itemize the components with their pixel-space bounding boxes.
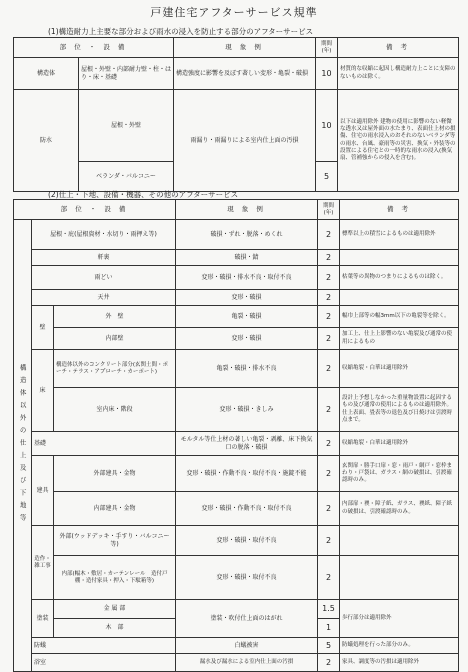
section1-header-row xyxy=(14,38,459,58)
part-cell: 内部建具・金物 xyxy=(54,492,176,526)
part-cell: 内部(幅木・敷居・カーテンレール 造付戸棚・造付家具・押入・下駄箱等) xyxy=(54,556,176,600)
notes-cell xyxy=(340,250,459,266)
table-row xyxy=(14,600,459,619)
notes-cell: 収縮亀裂・白華は適用除外 xyxy=(340,432,459,456)
part-cell: 屋根・庇(屋根資材・水切り・雨押え等) xyxy=(32,220,176,250)
period-cell: 2 xyxy=(318,266,340,290)
table-row xyxy=(14,388,459,432)
period-cell: 5 xyxy=(316,162,338,192)
header-notes: 備 考 xyxy=(338,38,459,58)
table-row xyxy=(14,432,459,456)
part-cell: 雨どい xyxy=(32,266,176,290)
part-cell: 室内床・階段 xyxy=(54,388,176,432)
period-cell: 2 xyxy=(318,654,340,672)
table-row xyxy=(14,90,459,162)
notes-cell: 設計上予想しなかった重量物設置に起因するもの及び通常の使用によるものは適用除外。仕上表面、畳表等の退色及び日焼けは引渡時点まで。 xyxy=(340,388,459,432)
notes-cell: 材質的な収縮に起因し構造耐力上ことに支障のないものは除く。 xyxy=(338,58,459,90)
period-cell: 2 xyxy=(318,290,340,306)
phenomenon-cell: 塗装・吹付仕上面のはがれ xyxy=(176,600,318,638)
table-row xyxy=(14,328,459,350)
period-cell: 2 xyxy=(318,556,340,600)
phenomenon-cell: 雨漏り・雨漏りによる室内仕上面の汚損 xyxy=(174,90,316,192)
notes-cell: 内部扉・襖・障子紙、ガラス、襖紙、障子紙の破損は、引渡確認時のみ。 xyxy=(340,492,459,526)
group-fittings: 建具 xyxy=(32,456,54,526)
header-period: 期間(年) xyxy=(316,38,338,58)
header-phenomenon: 現 象 例 xyxy=(176,200,318,220)
category-waterproof: 防水 xyxy=(14,90,79,192)
part-cell: 外 壁 xyxy=(54,306,176,328)
period-cell: 2 xyxy=(318,250,340,266)
part-cell: 構造体以外のコンクリート部分(玄関土間・ポーチ・テラス・アプローチ・カーポート) xyxy=(54,350,176,388)
period-cell: 2 xyxy=(318,492,340,526)
notes-cell: 以下は適用除外 建物の使用に影響のない軽微な透水又は屋外面の水たまり、表面仕上材の損傷、住宅の雨水浸入のおそれのないベランダ等の雨水、台風、豪雨等の災害、換気・外装等の設置による住宅との一時的な雨水の浸入(換気扇、管補強からの侵入を含む)。 xyxy=(338,90,459,192)
phenomenon-cell: 構造強度に影響を及ぼす著しい変形・亀裂・破損 xyxy=(174,58,316,90)
notes-cell: 防蟻処理を行った部分のみ。 xyxy=(340,638,459,654)
table-row xyxy=(14,220,459,250)
vertical-category-label: 構造体以外の仕上及び下地等 xyxy=(14,220,32,672)
table-row xyxy=(14,290,459,306)
header-phenomenon: 現 象 例 xyxy=(174,38,316,58)
part-cell: 内部壁 xyxy=(54,328,176,350)
table-row xyxy=(14,492,459,526)
section2-header-row xyxy=(14,200,459,220)
table-row xyxy=(14,250,459,266)
period-cell: 2 xyxy=(318,526,340,556)
phenomenon-cell: 変形・破損・きしみ xyxy=(176,388,318,432)
notes-cell: 収縮亀裂・白華は適用除外 xyxy=(340,350,459,388)
notes-cell xyxy=(340,526,459,556)
period-cell: 2 xyxy=(318,328,340,350)
section2-heading: (2)仕上・下地、設備・機器、その他のアフターサービス xyxy=(48,190,239,199)
notes-cell: 加工上、仕上上影響のない亀裂及び通常の使用によるもの xyxy=(340,328,459,350)
period-cell: 2 xyxy=(318,350,340,388)
notes-cell xyxy=(340,290,459,306)
phenomenon-cell: 変形・破損・取付不良 xyxy=(176,556,318,600)
header-period: 期間(年) xyxy=(318,200,340,220)
group-wall: 壁 xyxy=(32,306,54,350)
notes-cell: 家具、調度等の汚損は適用除外 xyxy=(340,654,459,672)
part-cell: 外部(ウッドデッキ・手すり・バルコニー等) xyxy=(54,526,176,556)
category-bath: 浴室 xyxy=(32,654,176,672)
header-notes: 備 考 xyxy=(340,200,459,220)
part-cell: 天井 xyxy=(32,290,176,306)
document-title: 戸建住宅アフターサービス規準 xyxy=(150,6,318,19)
part-cell: 木 部 xyxy=(54,619,176,638)
period-cell: 1 xyxy=(318,619,340,638)
part-cell: 外部建具・金物 xyxy=(54,456,176,492)
period-cell: 2 xyxy=(318,388,340,432)
period-cell: 1.5 xyxy=(318,600,340,619)
phenomenon-cell: 変形・破損 xyxy=(176,290,318,306)
phenomenon-cell: 漏水及び漏水による室内仕上面の汚損 xyxy=(176,654,318,672)
group-paint: 塗装 xyxy=(32,600,54,638)
phenomenon-cell: 破損・錆 xyxy=(176,250,318,266)
table-row xyxy=(14,58,459,90)
phenomenon-cell: モルタル等仕上材の著しい亀裂・剥離、床下換気口の脱落・破損 xyxy=(176,432,318,456)
category-termite: 防蟻 xyxy=(32,638,176,654)
group-floor: 床 xyxy=(32,350,54,432)
phenomenon-cell: 亀裂・破損 xyxy=(176,306,318,328)
notes-cell: 幅巾上部等の幅3mm以下の亀裂等を除く。 xyxy=(340,306,459,328)
period-cell: 2 xyxy=(318,220,340,250)
section1-heading: (1)構造耐力上主要な部分および雨水の浸入を防止する部分のアフターサービス xyxy=(48,27,314,36)
part-cell: 屋根・外壁 xyxy=(79,90,174,162)
table-row xyxy=(14,526,459,556)
header-part: 部 位 ・ 設 備 xyxy=(14,200,176,220)
table-row xyxy=(14,654,459,672)
period-cell: 2 xyxy=(318,432,340,456)
phenomenon-cell: 破損・ずれ・脱落・めくれ xyxy=(176,220,318,250)
phenomenon-cell: 変形・破損・作動不良・取付不良 xyxy=(176,492,318,526)
table-row xyxy=(14,266,459,290)
notes-cell: 枯葉等の異物のつまりによるものは除く。 xyxy=(340,266,459,290)
group-construction: 造作・雑工事 xyxy=(32,526,54,600)
phenomenon-cell: 変形・破損・作動不良・取付不良・施錠不能 xyxy=(176,456,318,492)
part-cell: ベランダ・バルコニー xyxy=(79,162,174,192)
phenomenon-cell: 亀裂・破損・排水不良 xyxy=(176,350,318,388)
category-foundation: 基礎 xyxy=(32,432,176,456)
table-row xyxy=(14,350,459,388)
part-cell: 金 属 部 xyxy=(54,600,176,619)
table-row xyxy=(14,306,459,328)
notes-cell: 標準以上の積雪によるものは適用除外 xyxy=(340,220,459,250)
notes-cell: 玄関扉・勝手口扉・窓・雨戸・網戸・窓枠まわり・戸袋は、ガラス・網の破損は、引渡確認時のみ。 xyxy=(340,456,459,492)
part-cell: 屋根・外壁・内部耐力壁・柱・はり・床・基礎 xyxy=(79,58,174,90)
table-row xyxy=(14,456,459,492)
table-row xyxy=(14,556,459,600)
header-part: 部 位 ・ 設 備 xyxy=(14,38,174,58)
period-cell: 5 xyxy=(318,638,340,654)
part-cell: 軒裏 xyxy=(32,250,176,266)
phenomenon-cell: 変形・破損・取付不良 xyxy=(176,526,318,556)
phenomenon-cell: 白蟻被害 xyxy=(176,638,318,654)
notes-cell: 歩行部分は適用除外 xyxy=(340,600,459,638)
period-cell: 2 xyxy=(318,306,340,328)
notes-cell xyxy=(340,556,459,600)
phenomenon-cell: 変形・破損 xyxy=(176,328,318,350)
period-cell: 2 xyxy=(318,456,340,492)
category-structure: 構造体 xyxy=(14,58,79,90)
section2-table xyxy=(13,199,459,672)
phenomenon-cell: 変形・破損・排水不良・取付不良 xyxy=(176,266,318,290)
period-cell: 10 xyxy=(316,90,338,162)
section1-table xyxy=(13,37,459,192)
period-cell: 10 xyxy=(316,58,338,90)
